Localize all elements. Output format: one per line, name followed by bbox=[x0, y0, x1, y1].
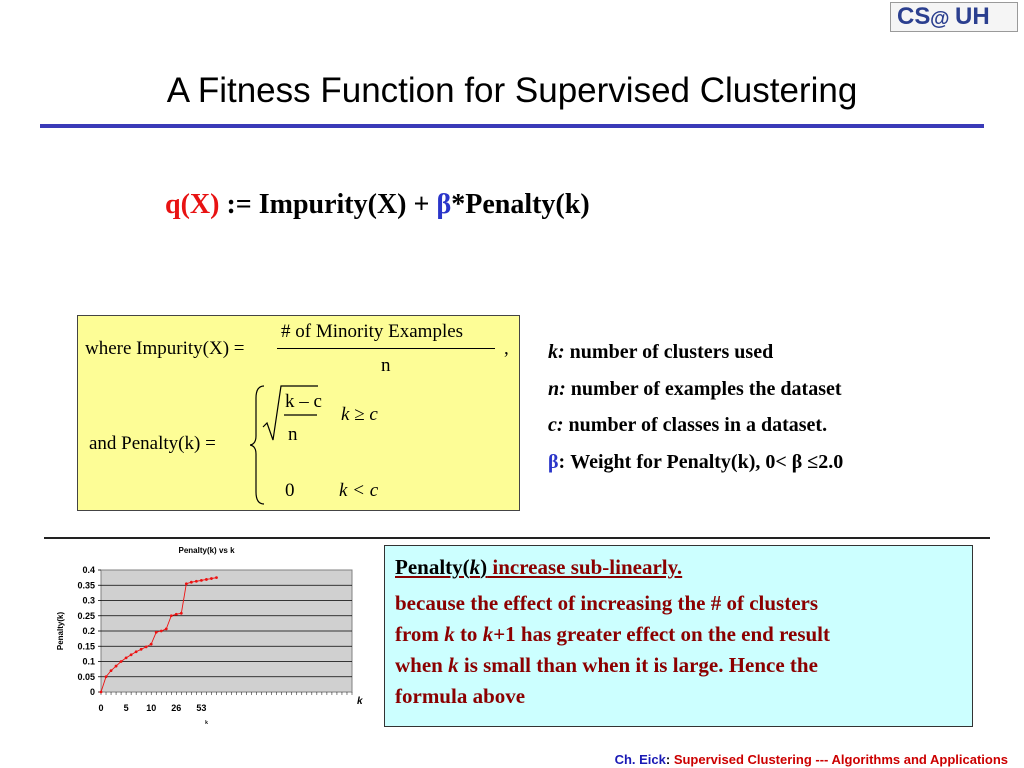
impurity-denominator: n bbox=[381, 355, 391, 376]
cs-uh-logo bbox=[890, 2, 1018, 32]
chart-data-point bbox=[190, 581, 193, 584]
logo-at: @ bbox=[930, 8, 950, 30]
impurity-fraction-bar bbox=[277, 348, 495, 349]
chart-ytick-label: 0.25 bbox=[77, 610, 95, 621]
chart-data-point bbox=[180, 612, 183, 615]
chart-ytick-label: 0.1 bbox=[82, 656, 95, 667]
penalty-condition-1: k ≥ c bbox=[341, 404, 378, 425]
chart-xtick-label: 10 bbox=[146, 703, 157, 713]
chart-xtick-label: 53 bbox=[196, 703, 207, 713]
chart-xtick-label: 0 bbox=[98, 703, 104, 713]
formula-q: q(X) bbox=[165, 189, 220, 220]
chart-ytick-label: 0.2 bbox=[82, 626, 95, 636]
chart-data-point bbox=[125, 656, 128, 659]
chart-ytick-label: 0.15 bbox=[77, 641, 95, 652]
definition-k: k: number of clusters used bbox=[548, 341, 774, 363]
chart-data-point bbox=[170, 614, 173, 617]
explanation-heading: Penalty(k) increase sub-linearly. bbox=[395, 555, 683, 579]
fitness-formula bbox=[165, 188, 590, 222]
chart-data-point bbox=[135, 650, 138, 653]
chart-data-point bbox=[165, 627, 168, 630]
chart-data-point bbox=[150, 643, 153, 646]
chart-data-point bbox=[160, 630, 163, 633]
chart-xtick-label: 26 bbox=[171, 703, 182, 713]
chart-y-axis-label: Penalty(k) bbox=[56, 611, 65, 651]
penalty-numerator: k – c bbox=[285, 391, 322, 412]
math-definition-box bbox=[77, 315, 520, 511]
title-divider bbox=[40, 124, 984, 128]
logo-uh: UH bbox=[955, 3, 990, 30]
chart-ytick-label: 0.05 bbox=[77, 671, 95, 682]
formula-mid: := Impurity(X) + bbox=[219, 189, 437, 220]
chart-data-point bbox=[215, 576, 218, 579]
chart-data-point bbox=[175, 613, 178, 616]
penalty-lhs: and Penalty(k) = bbox=[89, 433, 216, 454]
footer-course: Supervised Clustering --- Algorithms and Applications bbox=[673, 752, 1008, 767]
section-divider bbox=[44, 537, 990, 539]
explanation-box bbox=[384, 545, 973, 727]
slide-footer: Ch. Eick: Supervised Clustering --- Algorithms and Applications bbox=[614, 752, 1008, 767]
symbol-definitions bbox=[548, 334, 843, 480]
slide-title: A Fitness Function for Supervised Clustering bbox=[166, 71, 858, 110]
chart-x-axis-label: k bbox=[205, 720, 208, 726]
chart-data-point bbox=[200, 579, 203, 582]
chart-data-point bbox=[105, 675, 108, 678]
penalty-denominator: n bbox=[288, 424, 298, 445]
chart-data-point bbox=[145, 645, 148, 648]
logo-cs: CS bbox=[897, 3, 931, 30]
chart-data-point bbox=[195, 580, 198, 583]
chart-ytick-label: 0 bbox=[89, 687, 95, 697]
impurity-lhs: where Impurity(X) = bbox=[85, 338, 245, 359]
formula-tail: *Penalty(k) bbox=[451, 189, 590, 220]
chart-data-point bbox=[120, 660, 123, 663]
chart-data-point bbox=[185, 582, 188, 585]
chart-data-point bbox=[155, 631, 158, 634]
chart-x-axis-label-right: k bbox=[357, 696, 363, 707]
penalty-zero: 0 bbox=[285, 480, 295, 501]
chart-xtick-label: 5 bbox=[123, 703, 129, 713]
formula-beta: β bbox=[436, 189, 452, 220]
chart-ytick-label: 0.35 bbox=[77, 580, 95, 591]
explanation-body: because the effect of increasing the # of clusters from k to k+1 has greater effect on the end result when k is small than when it is large. Hence the formula above bbox=[395, 591, 831, 708]
chart-ytick-label: 0.4 bbox=[82, 565, 95, 575]
impurity-comma: , bbox=[504, 338, 509, 359]
chart-title: Penalty(k) vs k bbox=[178, 546, 235, 555]
chart-data-point bbox=[100, 691, 103, 694]
chart-data-point bbox=[130, 653, 133, 656]
chart-data-point bbox=[210, 577, 213, 580]
penalty-condition-2: k < c bbox=[339, 480, 379, 501]
penalty-chart bbox=[52, 540, 367, 730]
definition-c: c: number of classes in a dataset. bbox=[548, 414, 828, 436]
chart-data-point bbox=[110, 669, 113, 672]
impurity-numerator: # of Minority Examples bbox=[281, 321, 464, 342]
chart-data-point bbox=[140, 648, 143, 651]
definition-beta: β: Weight for Penalty(k), 0< β ≤2.0 bbox=[548, 450, 844, 473]
footer-author: Ch. Eick bbox=[614, 752, 666, 767]
definition-n: n: number of examples the dataset bbox=[548, 377, 842, 400]
chart-data-point bbox=[205, 578, 208, 581]
chart-data-point bbox=[115, 665, 118, 668]
chart-ytick-label: 0.3 bbox=[82, 595, 95, 606]
